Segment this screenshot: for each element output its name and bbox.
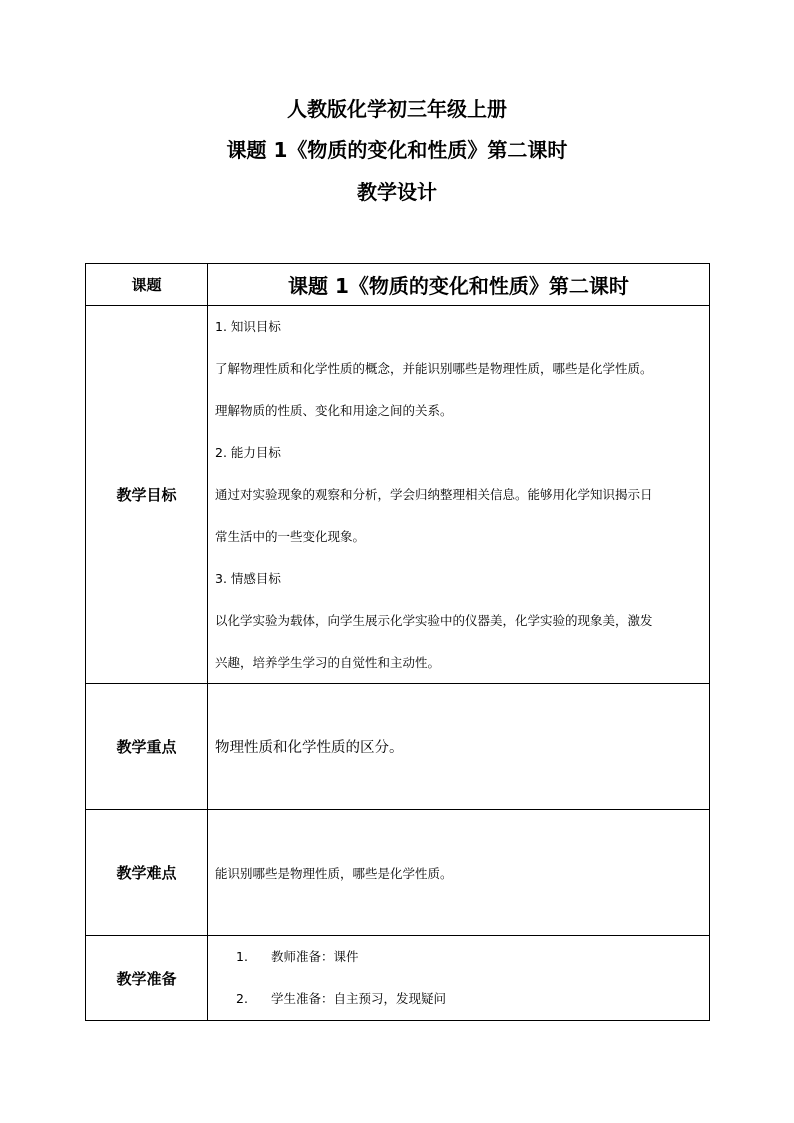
- difficulty-content: [208, 810, 710, 936]
- goals-line: 以化学实验为载体，向学生展示化学实验中的仪器美，化学实验的现象美，激发: [215, 613, 653, 628]
- goals-line: 兴趣，培养学生学习的自觉性和主动性。: [215, 655, 441, 670]
- list-item-text: 教师准备：课件: [271, 949, 359, 964]
- table-row-difficulty: [86, 810, 710, 936]
- table-row-goals: [86, 306, 710, 684]
- list-item: [236, 989, 709, 1009]
- goals-line: 3. 情感目标: [215, 571, 281, 586]
- topic-label: 课题: [86, 264, 208, 306]
- document-title: 人教版化学初三年级上册: [287, 97, 507, 121]
- list-item: [236, 947, 709, 967]
- focus-text: 物理性质和化学性质的区分。: [215, 740, 404, 756]
- goals-line: 2. 能力目标: [215, 445, 281, 460]
- preparation-content: [208, 936, 710, 1021]
- list-item-number: 1.: [236, 949, 248, 964]
- table-row-topic: [86, 264, 710, 306]
- focus-content: [208, 684, 710, 810]
- document-type-heading: 教学设计: [357, 180, 437, 204]
- goals-line: 常生活中的一些变化现象。: [215, 529, 366, 544]
- document-subtitle: 课题 1《物质的变化和性质》第二课时: [226, 138, 568, 162]
- table-row-focus: [86, 684, 710, 810]
- document-header: [0, 99, 794, 202]
- lesson-plan-table: [85, 263, 710, 1021]
- list-item-number: 2.: [236, 991, 248, 1006]
- topic-value: 课题 1《物质的变化和性质》第二课时: [208, 264, 710, 306]
- difficulty-text: 能识别哪些是物理性质，哪些是化学性质。: [215, 865, 453, 881]
- goals-line: 通过对实验现象的观察和分析，学会归纳整理相关信息。能够用化学知识揭示日: [215, 487, 653, 502]
- goals-label: 教学目标: [86, 306, 208, 684]
- goals-content: [208, 306, 710, 684]
- list-item-text: 学生准备：自主预习，发现疑问: [271, 991, 447, 1006]
- difficulty-label: 教学难点: [86, 810, 208, 936]
- table-row-preparation: [86, 936, 710, 1021]
- goals-line: 了解物理性质和化学性质的概念，并能识别哪些是物理性质，哪些是化学性质。: [215, 361, 653, 376]
- goals-line: 理解物质的性质、变化和用途之间的关系。: [215, 403, 453, 418]
- preparation-label: 教学准备: [86, 936, 208, 1021]
- goals-line: 1. 知识目标: [215, 319, 281, 334]
- focus-label: 教学重点: [86, 684, 208, 810]
